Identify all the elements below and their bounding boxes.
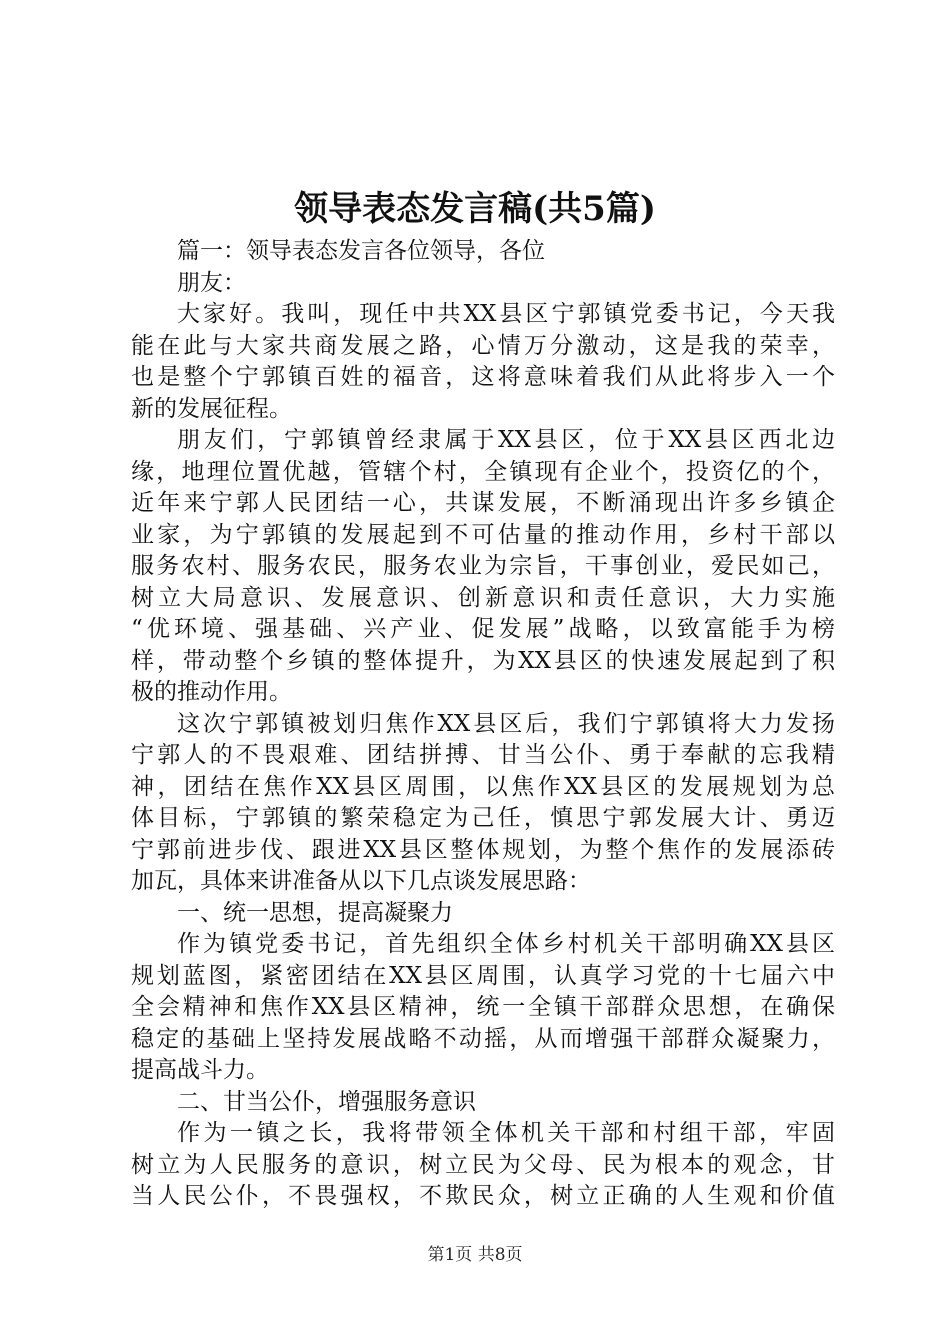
text-line: 稳定的基础上坚持发展战略不动摇，从而增强干部群众凝聚力， (131, 1025, 835, 1052)
text-line: “优环境、强基础、兴产业、促发展”战略，以致富能手为榜 (131, 616, 835, 642)
text-line: 业家，为宁郭镇的发展起到不可估量的推动作用，乡村干部以 (131, 521, 835, 548)
text-line: 朋友们，宁郭镇曾经隶属于XX县区，位于XX县区西北边 (177, 427, 835, 453)
text-line: 也是整个宁郭镇百姓的福音，这将意味着我们从此将步入一个 (131, 364, 835, 390)
text-line: 缘，地理位置优越，管辖个村，全镇现有企业个，投资亿的个， (131, 458, 835, 485)
page-footer: 第1页 共8页 (427, 1245, 523, 1265)
text-line: 朋友： (177, 269, 246, 296)
text-line: 能在此与大家共商发展之路，心情万分激动，这是我的荣幸， (131, 332, 835, 359)
text-line: 提高战斗力。 (131, 1057, 269, 1083)
text-line: 篇一：领导表态发言各位领导，各位 (177, 238, 545, 264)
text-line: 当人民公仆，不畏强权，不欺民众，树立正确的人生观和价值 (131, 1183, 835, 1209)
text-line: 大家好。我叫，现任中共XX县区宁郭镇党委书记，今天我 (177, 301, 835, 327)
text-line: 神，团结在焦作XX县区周围，以焦作XX县区的发展规划为总 (131, 773, 835, 800)
text-line: 加瓦，具体来讲准备从以下几点谈发展思路： (131, 868, 591, 894)
text-line: 这次宁郭镇被划归焦作XX县区后，我们宁郭镇将大力发扬 (177, 710, 835, 737)
text-line: 样，带动整个乡镇的整体提升，为XX县区的快速发展起到了积 (131, 647, 835, 674)
text-line: 宁郭前进步伐、跟进XX县区整体规划，为整个焦作的发展添砖 (131, 836, 835, 863)
document-body (131, 236, 835, 1213)
text-line: 规划蓝图，紧密团结在XX县区周围，认真学习党的十七届六中 (131, 962, 835, 989)
text-line: 二、甘当公仆，增强服务意识 (177, 1088, 476, 1115)
text-line: 新的发展征程。 (131, 395, 292, 422)
text-line: 作为镇党委书记，首先组织全体乡村机关干部明确XX县区 (177, 931, 835, 957)
text-line: 极的推动作用。 (131, 679, 292, 705)
text-line: 全会精神和焦作XX县区精神，统一全镇干部群众思想，在确保 (131, 994, 835, 1020)
document-title: 领导表态发言稿(共5篇) (294, 189, 656, 229)
text-line: 近年来宁郭人民团结一心，共谋发展，不断涌现出许多乡镇企 (131, 490, 835, 516)
text-line: 树立大局意识、发展意识、创新意识和责任意识，大力实施 (131, 584, 835, 611)
text-line: 作为一镇之长，我将带领全体机关干部和村组干部，牢固 (177, 1120, 835, 1146)
text-line: 一、统一思想，提高凝聚力 (177, 899, 453, 926)
text-line: 宁郭人的不畏艰难、团结拼搏、甘当公仆、勇于奉献的忘我精 (131, 742, 835, 768)
text-line: 树立为人民服务的意识，树立民为父母、民为根本的观念，甘 (131, 1151, 835, 1178)
text-line: 服务农村、服务农民，服务农业为宗旨，干事创业，爱民如己， (131, 553, 835, 579)
text-line: 体目标，宁郭镇的繁荣稳定为己任，慎思宁郭发展大计、勇迈 (131, 805, 835, 831)
